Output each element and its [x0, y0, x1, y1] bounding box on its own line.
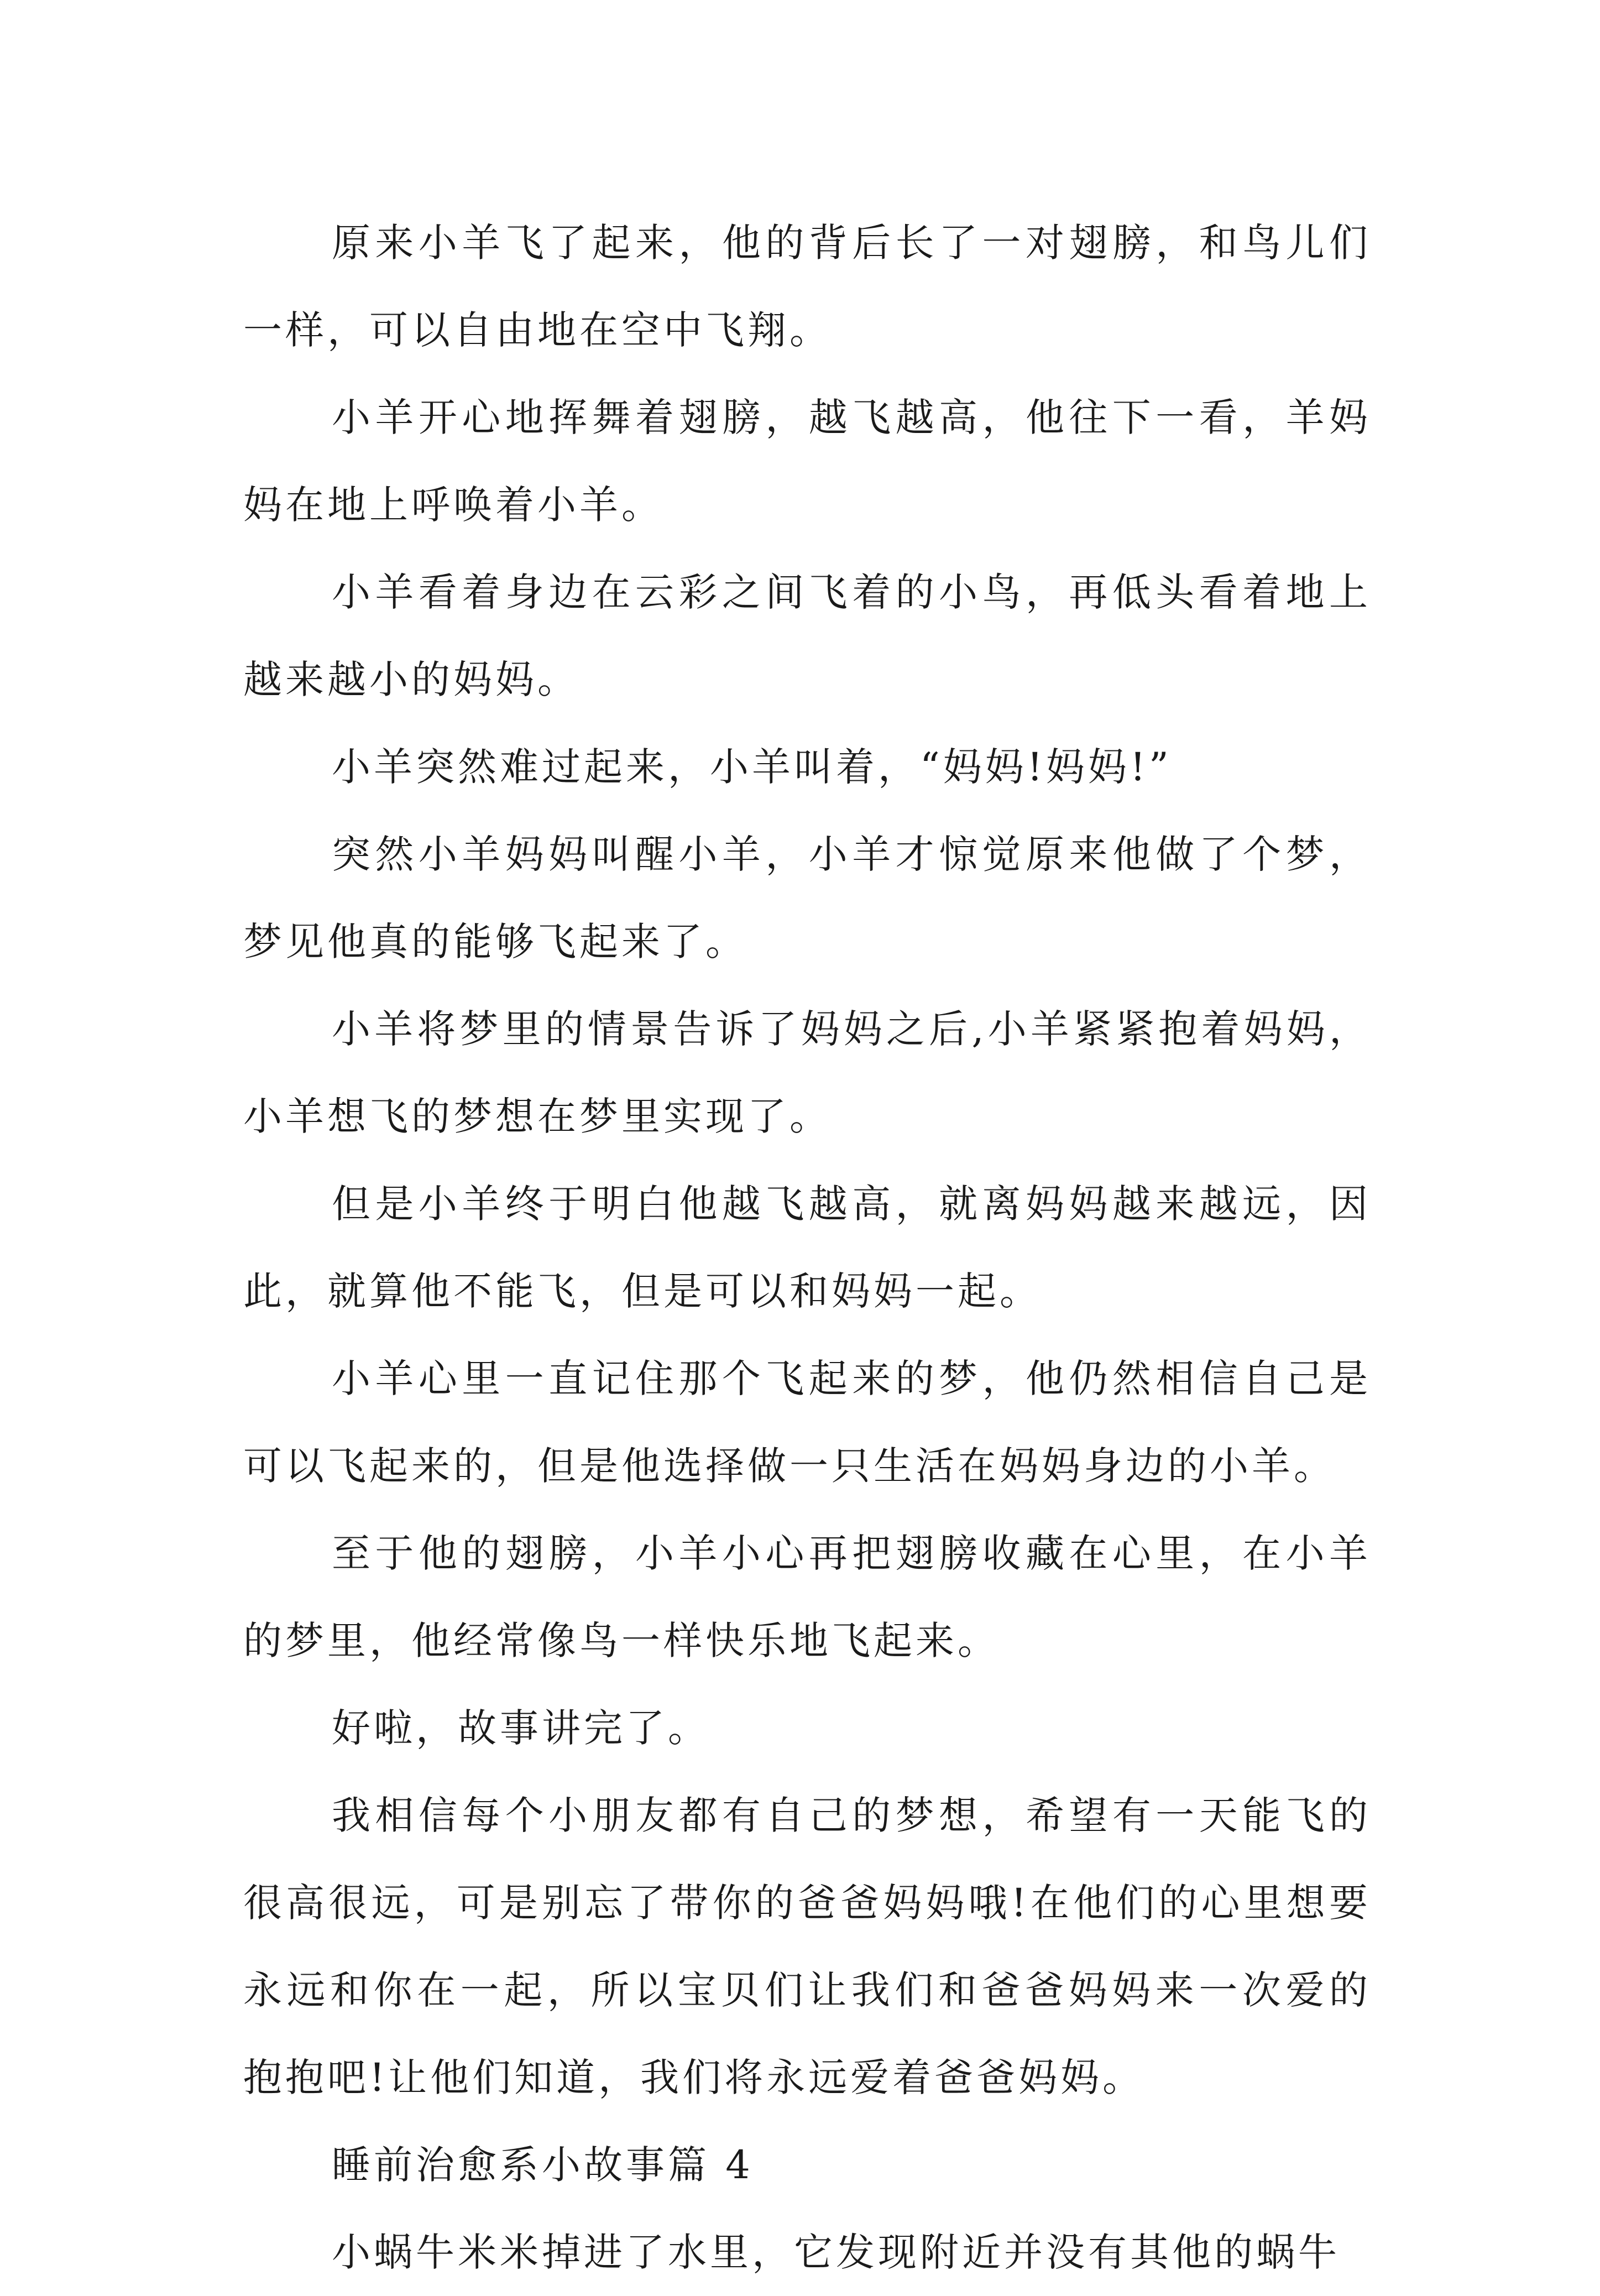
paragraph-5: 突然小羊妈妈叫醒小羊，小羊才惊觉原来他做了个梦，梦见他真的能够飞起来了。 — [243, 832, 1371, 964]
paragraph-1: 原来小羊飞了起来，他的背后长了一对翅膀，和鸟儿们一样，可以自由地在空中飞翔。 — [243, 220, 1371, 353]
paragraph-9: 至于他的翅膀，小羊小心再把翅膀收藏在心里，在小羊的梦里，他经常像鸟一样快乐地飞起来。 — [243, 1531, 1371, 1663]
section-heading: 睡前治愈系小故事篇 4 — [332, 2142, 754, 2188]
paragraph-12: 小蜗牛米米掉进了水里，它发现附近并没有其他的蜗牛 — [332, 2230, 1340, 2275]
paragraph-2: 小羊开心地挥舞着翅膀，越飞越高，他往下一看，羊妈妈在地上呼唤着小羊。 — [243, 395, 1371, 528]
document-body — [243, 199, 1371, 2296]
paragraph-4: 小羊突然难过起来，小羊叫着，“妈妈!妈妈!” — [332, 744, 1172, 790]
paragraph-3: 小羊看着身边在云彩之间飞着的小鸟，再低头看着地上越来越小的妈妈。 — [243, 570, 1371, 702]
paragraph-10: 好啦，故事讲完了。 — [332, 1705, 710, 1751]
paragraph-7: 但是小羊终于明白他越飞越高，就离妈妈越来越远，因此，就算他不能飞，但是可以和妈妈一起。 — [243, 1181, 1371, 1314]
paragraph-6: 小羊将梦里的情景告诉了妈妈之后,小羊紧紧抱着妈妈，小羊想飞的梦想在梦里实现了。 — [243, 1006, 1371, 1139]
paragraph-8: 小羊心里一直记住那个飞起来的梦，他仍然相信自己是可以飞起来的，但是他选择做一只生活在妈妈身边的小羊。 — [243, 1356, 1371, 1489]
paragraph-11: 我相信每个小朋友都有自己的梦想，希望有一天能飞的很高很远，可是别忘了带你的爸爸妈妈哦!在他们的心里想要永远和你在一起，所以宝贝们让我们和爸爸妈妈来一次爱的抱抱吧!让他们知道，我们将永远爱着爸爸妈妈。 — [243, 1793, 1371, 2100]
